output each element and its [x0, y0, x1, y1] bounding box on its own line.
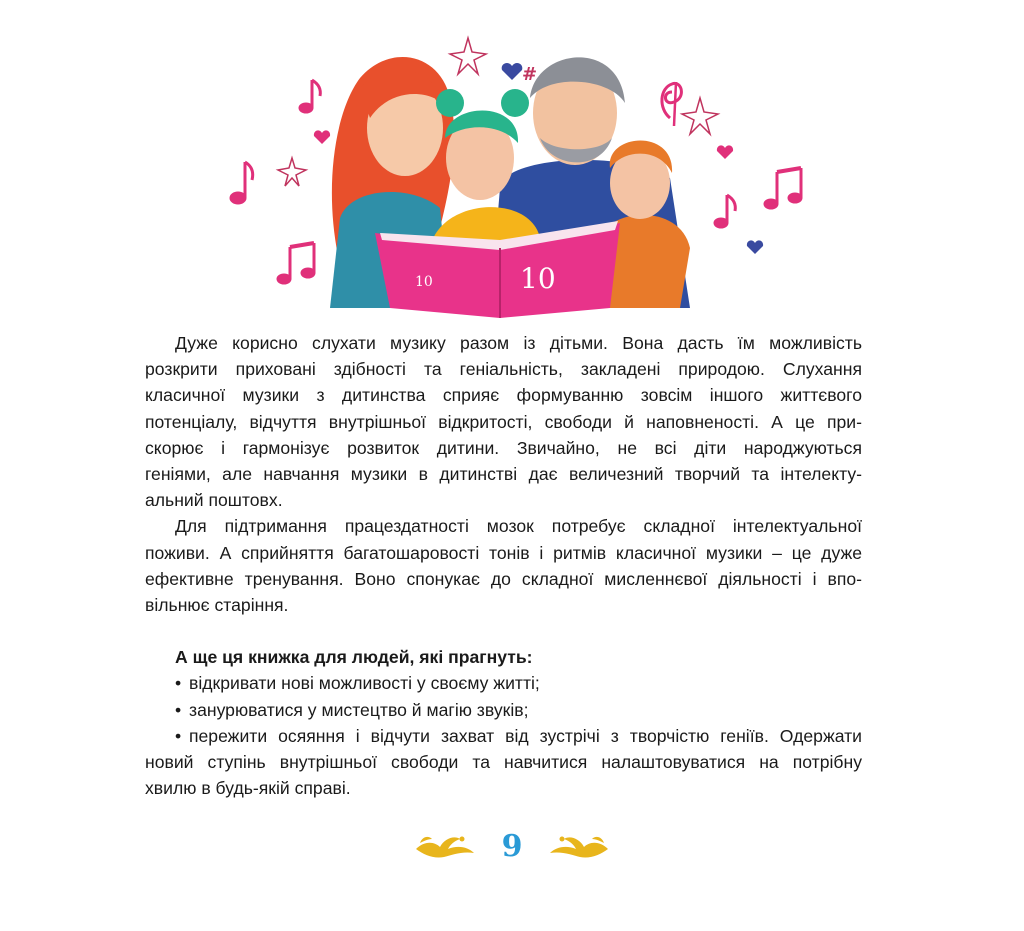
paragraph-line: класичної музики з дитинства сприяє формуванню зовсім іншого життєвого	[145, 385, 862, 406]
book-cover-text-large: 10	[520, 262, 556, 295]
family-reading-illustration-svg	[200, 18, 820, 328]
svg-text:#: #	[522, 64, 538, 85]
spacer	[145, 618, 862, 644]
book-cover-text: 10	[415, 274, 433, 290]
list-heading: А ще ця книжка для людей, які прагнуть:	[175, 647, 533, 668]
paragraph-line: скорює і гармонізує розвиток дитини. Звичайно, не всі діти народжуються	[145, 437, 862, 458]
paragraph-line: геніями, але навчання музики в дитинстві дає величезний творчий та інтелекту-	[145, 464, 862, 485]
list-item-text: занурюватися у мистецтво й магію звуків;	[189, 699, 529, 720]
golden-bird-ornament-icon	[414, 831, 476, 861]
list-item	[145, 670, 862, 696]
paragraph-line: вільнює старіння.	[145, 595, 289, 616]
bullet-icon: •	[175, 699, 182, 720]
page-footer	[0, 826, 1024, 866]
paragraph-line: альний поштовх.	[145, 490, 283, 511]
paragraph-2	[145, 513, 862, 618]
list-item-text: пережити осяяння і відчути захват від зустрічі з творчістю геніїв. Одержати	[189, 725, 862, 746]
list-item-line: хвилю в будь-якій справі.	[145, 778, 351, 799]
list-item	[145, 697, 862, 723]
bullet-icon: •	[175, 725, 182, 746]
paragraph-1	[145, 330, 862, 513]
list-item-text: відкривати нові можливості у своєму житті;	[189, 673, 540, 694]
paragraph-line: ефективне тренування. Воно спонукає до складної мисленнєвої діяльності і впо-	[145, 568, 862, 589]
list-item-line	[145, 723, 862, 749]
paragraph-line: Дуже корисно слухати музику разом із дітьми. Вона дасть їм можливість	[175, 333, 862, 353]
paragraph-line: поживи. А сприйняття багатошаровості тонів і ритмів класичної музики – це дуже	[145, 542, 862, 563]
bullet-icon: •	[175, 673, 182, 694]
paragraph-line: розкрити приховані здібності та геніальність, закладені природою. Слухання	[145, 359, 862, 380]
paragraph-line: Для підтримання працездатності мозок потребує складної інтелектуальної	[175, 516, 862, 537]
family-illustration	[200, 18, 820, 328]
page-number: 9	[501, 828, 523, 864]
paragraph-line: потенціалу, відчуття внутрішньої відкритості, свободи й наповненості. А це при-	[145, 411, 862, 432]
main-text	[145, 330, 862, 801]
list-item-line: новий ступінь внутрішньої свободи та навчитися налаштовуватися на потрібну	[145, 752, 862, 773]
golden-bird-ornament-icon	[548, 831, 610, 861]
list-item	[145, 723, 862, 802]
